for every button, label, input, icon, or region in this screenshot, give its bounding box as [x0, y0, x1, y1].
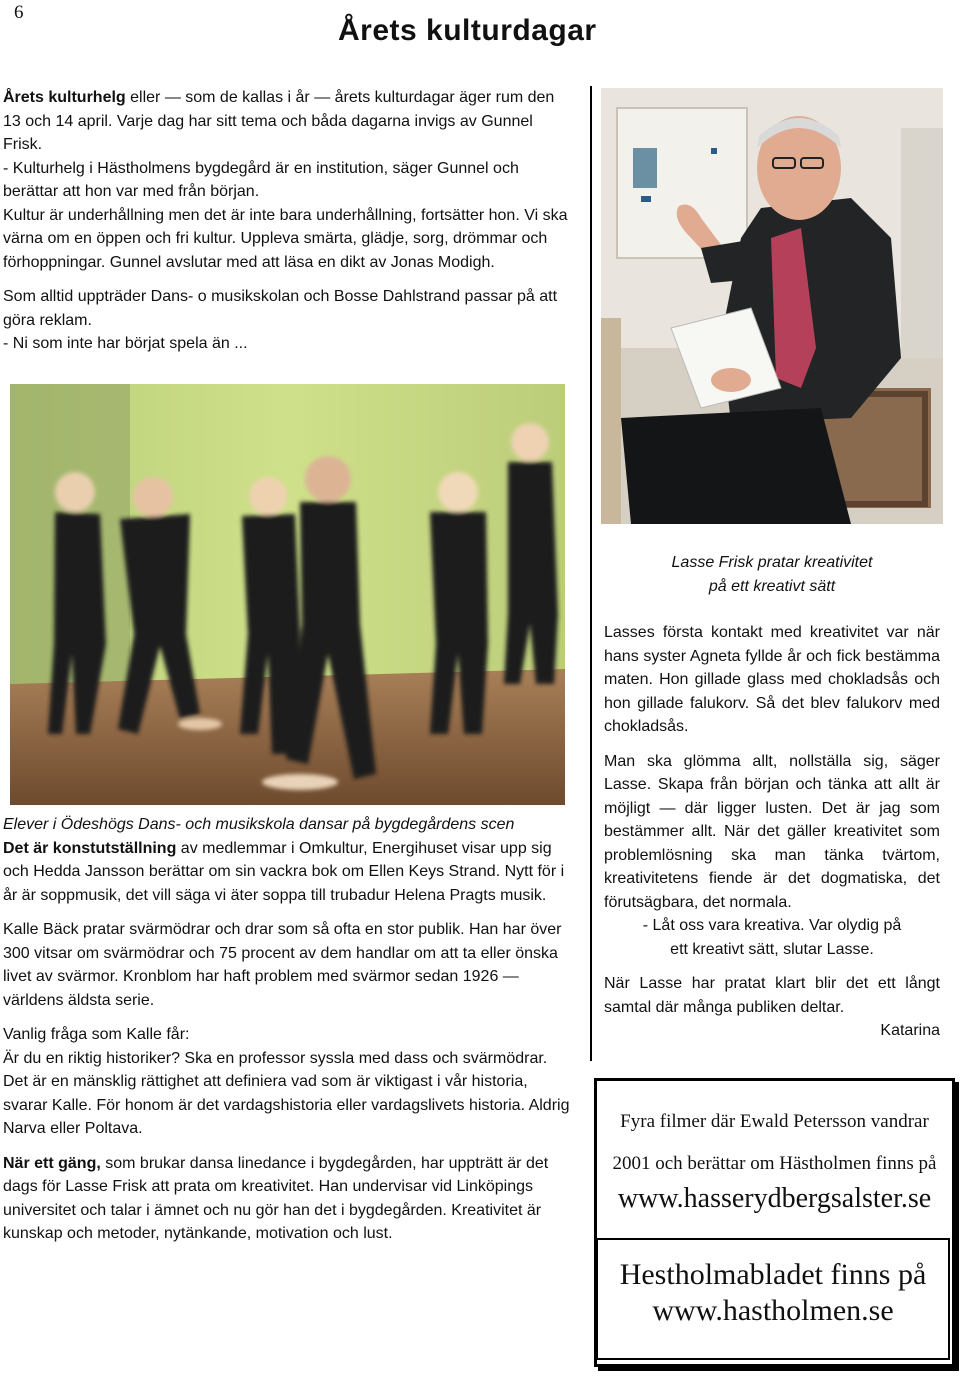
author-signature: Katarina — [880, 1022, 940, 1039]
intro-paragraph — [3, 86, 571, 157]
quote-line-2: ett kreativt sätt, slutar Lasse. — [670, 940, 874, 958]
ad-films-line1: Fyra filmer där Ewald Petersson vandrar — [620, 1111, 929, 1132]
paragraph-kalle: Kalle Bäck pratar svärmödrar och drar som så ofta en stor publik. Han har över 300 vitsar om svärmödrar och 75 procent av dem handlar om att ta eller önska livet av svärmor. Kronblom har haft problem med svärmor sedan 1926 — världens äldsta serie. — [3, 921, 562, 1009]
left-column-bottom — [3, 813, 571, 1246]
paragraph-konst — [3, 837, 571, 908]
right-column — [604, 551, 940, 1043]
paragraph-spela: - Ni som inte har börjat spela än ... — [3, 335, 248, 352]
page-number: 6 — [14, 2, 24, 23]
intro-bold: Årets kulturhelg — [3, 89, 126, 106]
photo-caption-lasse-2: på ett kreativt sätt — [708, 577, 836, 595]
konst-text: av medlemmar i Omkultur, Energihuset visar upp sig och Hedda Jansson berättar om sin vackra bok om Ellen Keys Strand. Nytt för i år är soppmusik, det vill säga vi äter soppa till trubadur Helena Pragts musik. — [3, 839, 565, 904]
paragraph-forsta-kontakt: Lasses första kontakt med kreativitet var när hans syster Agneta fyllde år och fick bestämma maten. Hon gillade glass med chokladsås och hon gillade falukorv. Så det blev falukorv med chokladsås. — [604, 624, 940, 735]
paragraph-kulturhelg: - Kulturhelg i Hästholmens bygdegård är en institution, säger Gunnel och berättar att hon var med från början. — [3, 159, 519, 200]
linedance-bold: När ett gäng, — [3, 1154, 101, 1172]
column-divider — [590, 86, 592, 1061]
lasse-photo — [601, 88, 943, 524]
ad-hestholmabladet-box — [596, 1238, 950, 1360]
photo-caption-dancers: Elever i Ödeshögs Dans- och musikskola dansar på bygdegårdens scen — [3, 816, 515, 833]
paragraph-question-intro: Vanlig fråga som Kalle får: — [3, 1026, 190, 1043]
intro-text: eller — som de kallas i år — årets kulturdagar äger rum den 13 och 14 april. Varje dag har sitt tema och båda dagarna invigs av Gunnel Frisk. — [3, 89, 555, 153]
paragraph-dansskolan: Som alltid uppträder Dans- o musikskolan och Bosse Dahlstrand passar på att göra reklam. — [3, 288, 558, 329]
paragraph-samtal: När Lasse har pratat klart blir det ett långt samtal där många publiken deltar. — [604, 975, 940, 1016]
photo-caption-lasse-1: Lasse Frisk pratar kreativitet — [671, 554, 873, 571]
page-title: Årets kulturdagar — [338, 14, 597, 47]
paragraph-glomma: Man ska glömma allt, nollställa sig, säger Lasse. Skapa från början och tänka att allt är möjligt — där ligger lusten. Det är jag som bestämmer allt. När det gäller kreativitet som problemlösning ska man tänka tvärtom, kreativitetens fiende är det dogmatiska, det förutsägbara, det normala. — [604, 752, 940, 911]
dancers-photo — [10, 384, 565, 805]
paragraph-answer: Det är en mänsklig rättighet att definiera vad som är viktigast i vår historia, svarar Kalle. För honom är det vardagshistoria eller vardagslivets historia. Aldrig Narva eller Poltava. — [3, 1073, 570, 1137]
paragraph-kultur: Kultur är underhållning men det är inte bara underhållning, fortsätter hon. Vi ska värna om en öppen och fri kultur. Uppleva smärta, glädje, sorg, drömmar och förhoppningar. Gunnel avslutar med att läsa en dikt av Jonas Modigh. — [3, 206, 568, 271]
ad-hestholmabladet-line1: Hestholmabladet finns på — [619, 1258, 927, 1291]
ad-hestholmabladet-url[interactable]: www.hastholmen.se — [652, 1294, 894, 1327]
paragraph-question: Är du en riktig historiker? Ska en professor syssla med dass och svärmödrar. — [3, 1049, 548, 1067]
ad-films-url[interactable]: www.hasserydbergsalster.se — [617, 1183, 932, 1214]
konst-bold: Det är konstutställning — [3, 839, 177, 857]
left-column-top — [3, 86, 571, 356]
quote-line-1: - Låt oss vara kreativa. Var olydig på — [642, 917, 902, 934]
paragraph-linedance — [3, 1152, 571, 1246]
ad-films-line2: 2001 och berättar om Hästholmen finns på — [612, 1153, 937, 1174]
linedance-text: som brukar dansa linedance i bygdegården, har uppträtt är det dags för Lasse Frisk att prata om kreativitet. Han undervisar vid Linköpings universitet och talar i ämnet och nu gör han det i bygdegården. Kreativitet är kunskap och metoder, nytänkande, motivation och lust. — [3, 1154, 549, 1242]
